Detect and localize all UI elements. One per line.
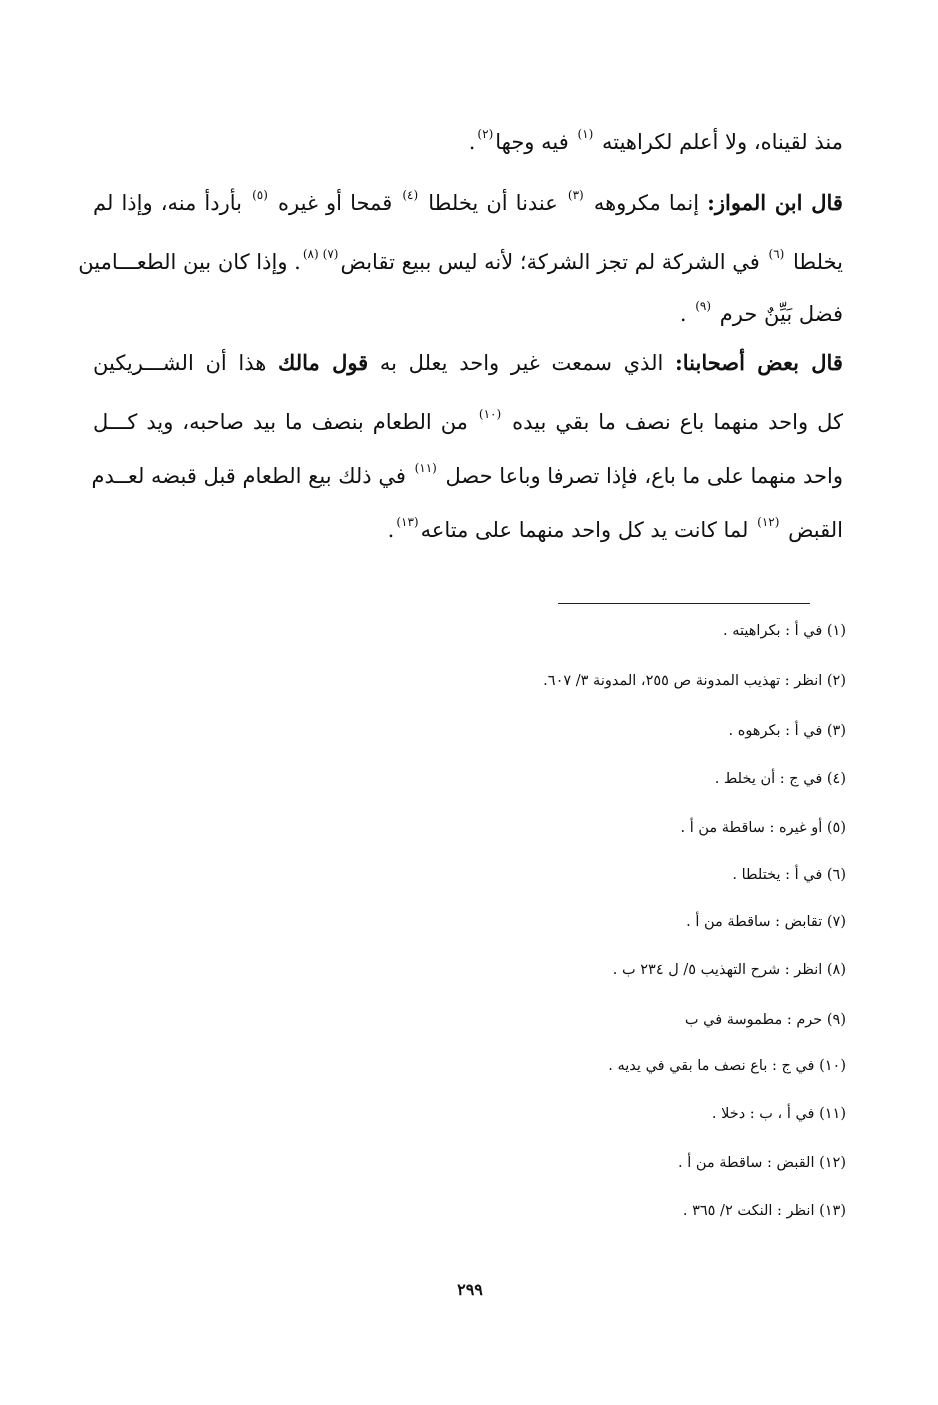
text-segment: هذا أن الشـــريكين bbox=[93, 351, 267, 375]
footnote-3: (٣) في أ : بكرهوه . bbox=[728, 723, 846, 739]
text-segment: في الشركة لم تجز الشركة؛ لأنه ليس ببيع تقابض bbox=[340, 250, 760, 274]
text-segment: . bbox=[387, 518, 395, 542]
footnote-marker-1: (١) bbox=[577, 127, 594, 142]
footnote-marker-5: (٥) bbox=[252, 188, 268, 203]
text-segment: بأردأ منه، وإذا لم bbox=[93, 191, 243, 215]
body-line-4 bbox=[93, 299, 843, 326]
text-segment: من الطعام بنصف ما بيد صاحبه، ويد كـــل bbox=[93, 410, 468, 434]
text-segment: قمحا أو غيره bbox=[278, 191, 393, 215]
footnote-8: (٨) انظر : شرح التهذيب ٥/ ل ٢٣٤ ب . bbox=[612, 962, 846, 978]
text-segment: عندنا أن يخلطا bbox=[428, 191, 558, 215]
footnote-marker-9: (٩) bbox=[695, 299, 712, 314]
footnote-2: (٢) انظر : تهذيب المدونة ص ٢٥٥، المدونة ٣/ ٦٠٧. bbox=[543, 673, 846, 689]
footnote-4: (٤) في ج : أن يخلط . bbox=[714, 771, 846, 787]
text-segment: واحد منهما على ما باع، فإذا تصرفا وباعا حصل bbox=[445, 464, 843, 488]
text-segment: . bbox=[468, 130, 476, 154]
speaker-label: قال ابن المواز: bbox=[707, 190, 843, 215]
footnote-1: (١) في أ : بكراهيته . bbox=[723, 623, 846, 639]
text-segment: . bbox=[679, 302, 687, 326]
footnote-marker-6: (٦) bbox=[768, 247, 785, 262]
text-segment: يخلطا bbox=[793, 250, 843, 274]
text-segment: منذ لقيناه، ولا أعلم لكراهيته bbox=[601, 130, 843, 154]
body-line-3 bbox=[78, 247, 843, 274]
body-line-2 bbox=[93, 190, 843, 215]
footnote-marker-8: (٨) bbox=[302, 247, 319, 262]
text-segment: لما كانت يد كل واحد منهما على متاعه bbox=[420, 518, 749, 542]
footnote-separator bbox=[558, 603, 810, 604]
footnote-5: (٥) أو غيره : ساقطة من أ . bbox=[680, 820, 846, 836]
text-segment-bold: قول مالك bbox=[278, 350, 369, 375]
body-line-1 bbox=[93, 127, 843, 154]
body-line-6 bbox=[93, 407, 843, 434]
footnote-marker-13: (١٣) bbox=[396, 515, 419, 530]
footnote-11: (١١) في أ ، ب : دخلا . bbox=[711, 1106, 846, 1122]
text-segment: كل واحد منهما باع نصف ما بقي بيده bbox=[512, 410, 843, 434]
footnote-9: (٩) حرم : مطموسة في ب bbox=[684, 1012, 846, 1028]
footnote-marker-7: (٧) bbox=[322, 247, 339, 262]
footnote-7: (٧) تقابض : ساقطة من أ . bbox=[686, 914, 846, 930]
body-line-7 bbox=[91, 461, 843, 488]
footnote-6: (٦) في أ : يختلطا . bbox=[732, 867, 846, 883]
footnote-marker-11: (١١) bbox=[414, 461, 437, 476]
footnote-10: (١٠) في ج : باع نصف ما بقي في يديه . bbox=[608, 1058, 846, 1074]
footnote-marker-3: (٣) bbox=[567, 188, 584, 203]
text-segment: الذي سمعت غير واحد يعلل به bbox=[379, 351, 664, 375]
text-segment: . وإذا كان بين الطعـــامين bbox=[78, 250, 301, 274]
text-segment: فيه وجها bbox=[495, 130, 569, 154]
text-segment: إنما مكروهه bbox=[593, 191, 700, 215]
footnote-marker-12: (١٢) bbox=[757, 515, 780, 530]
text-segment: في ذلك بيع الطعام قبل قبضه لعــدم bbox=[91, 464, 406, 488]
footnote-13: (١٣) انظر : النكت ٢/ ٣٦٥ . bbox=[682, 1203, 846, 1219]
footnote-marker-2: (٢) bbox=[477, 127, 494, 142]
text-segment: فضل بَيِّنٌ حرم bbox=[719, 302, 843, 326]
footnote-marker-4: (٤) bbox=[402, 188, 419, 203]
body-line-5 bbox=[93, 350, 843, 375]
speaker-label: قال بعض أصحابنا: bbox=[674, 350, 843, 375]
footnote-marker-10: (١٠) bbox=[478, 407, 502, 422]
page-number: ٢٩٩ bbox=[457, 1280, 483, 1299]
body-line-8 bbox=[93, 515, 843, 542]
footnote-12: (١٢) القبض : ساقطة من أ . bbox=[678, 1155, 846, 1171]
text-segment: القبض bbox=[788, 518, 843, 542]
